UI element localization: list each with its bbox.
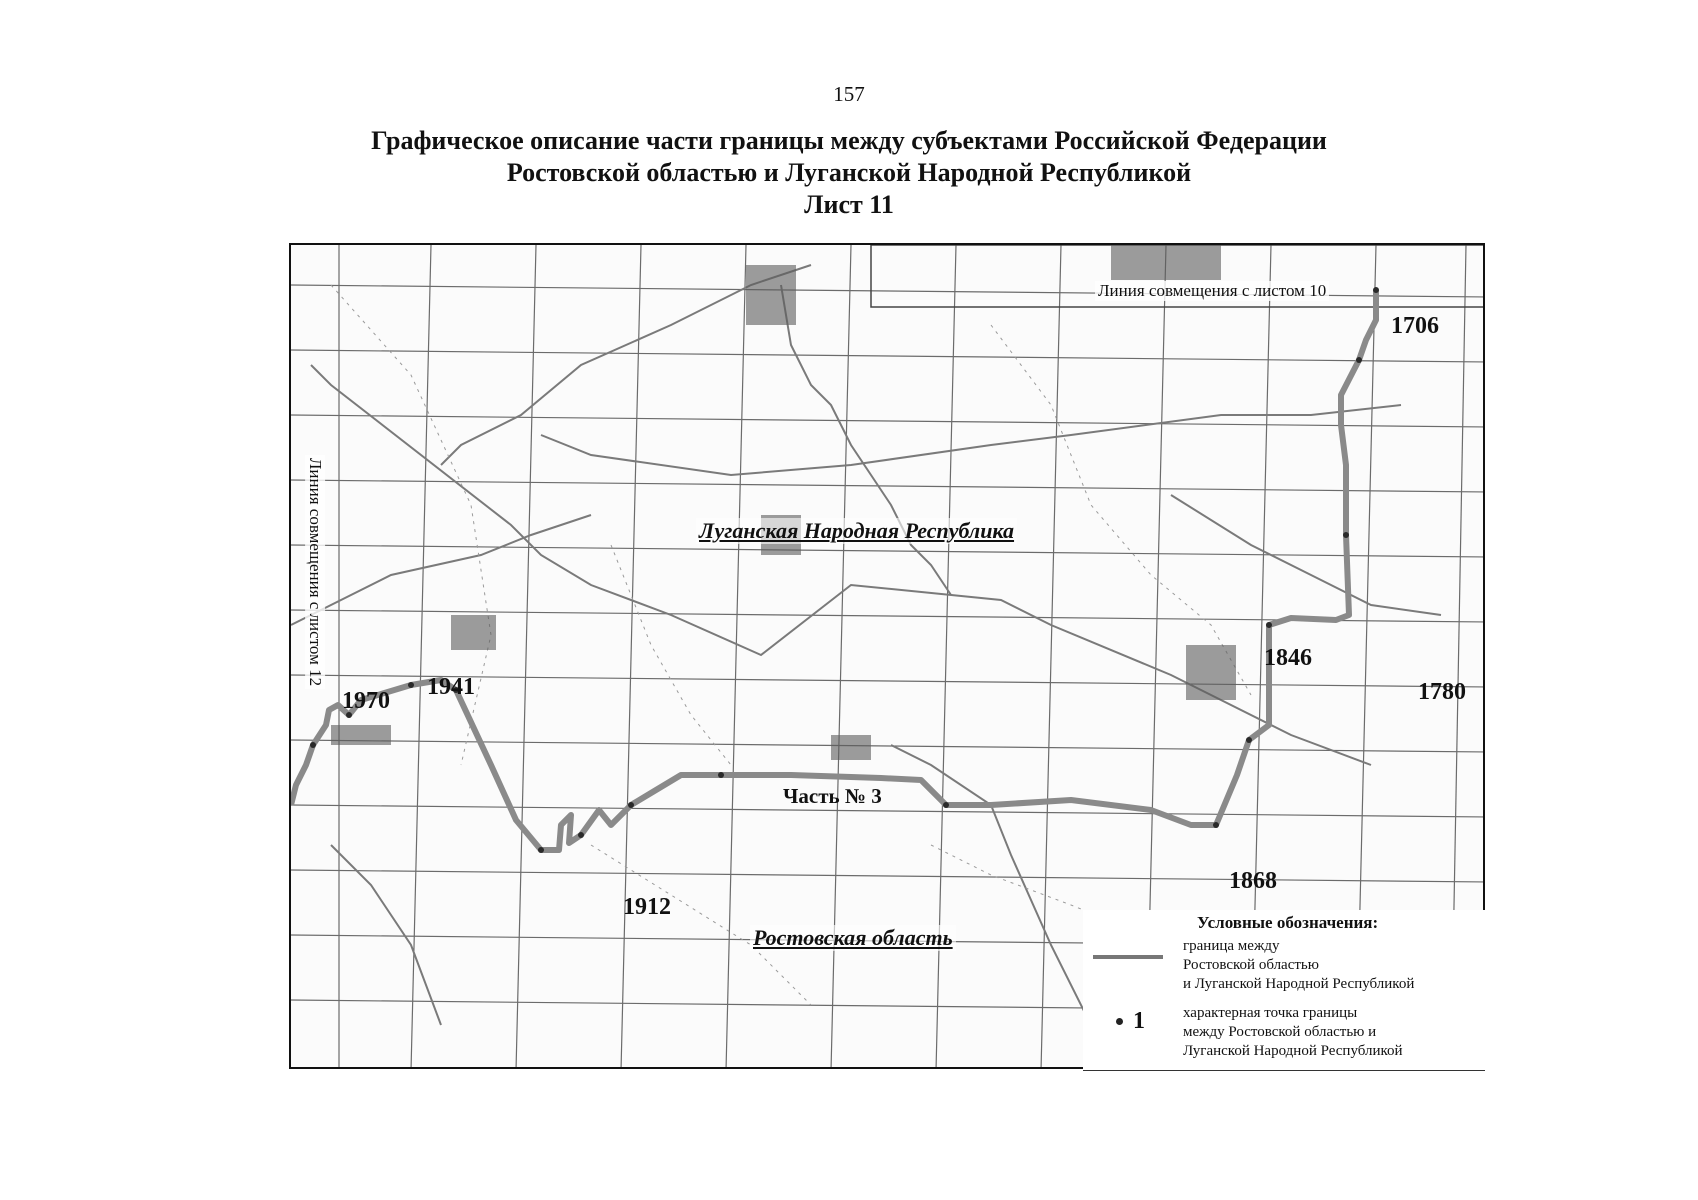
point-label-1970: 1970: [342, 688, 390, 714]
point-label-1912: 1912: [623, 894, 671, 920]
boundary-line: [291, 290, 1376, 850]
page-number: 157: [833, 82, 865, 106]
legend-boundary-text-3: и Луганской Народной Республикой: [1183, 976, 1415, 992]
legend-point-number: 1: [1133, 1008, 1145, 1034]
legend-boundary-text-2: Ростовской областью: [1183, 957, 1319, 973]
legend-boundary-swatch: [1093, 955, 1163, 959]
page-title: [0, 125, 1698, 221]
point-label-1780: 1780: [1418, 679, 1466, 705]
part-label: Часть № 3: [783, 784, 882, 808]
title-line-1: Графическое описание части границы между субъектами Российской Федерации: [371, 126, 1327, 155]
combine-line-label-top: Линия совмещения с листом 10: [1095, 281, 1329, 301]
legend-point-text-2: между Ростовской областью и: [1183, 1024, 1377, 1040]
legend-point-dot-icon: [1116, 1018, 1123, 1025]
point-label-1868: 1868: [1229, 868, 1277, 894]
map-legend: [1083, 910, 1485, 1071]
boundary-points: [310, 287, 1379, 853]
combine-line-label-left: [303, 432, 327, 712]
region-label-rostov: Ростовская область: [750, 925, 956, 951]
region-label-lnr: Луганская Народная Республика: [696, 518, 1017, 544]
legend-point-text-1: характерная точка границы: [1183, 1005, 1358, 1021]
legend-boundary-text-1: граница между: [1183, 938, 1280, 954]
title-line-2: Ростовской областью и Луганской Народной Республикой: [506, 158, 1192, 187]
combine-line-label-left-text: Линия совмещения с листом 12: [305, 455, 325, 689]
point-label-1941: 1941: [427, 674, 475, 700]
legend-point-text-3: Луганской Народной Республикой: [1183, 1043, 1403, 1059]
point-label-1706: 1706: [1391, 313, 1439, 339]
legend-title: Условные обозначения:: [1197, 913, 1379, 932]
point-label-1846: 1846: [1264, 645, 1312, 671]
title-line-3: Лист 11: [804, 190, 894, 219]
